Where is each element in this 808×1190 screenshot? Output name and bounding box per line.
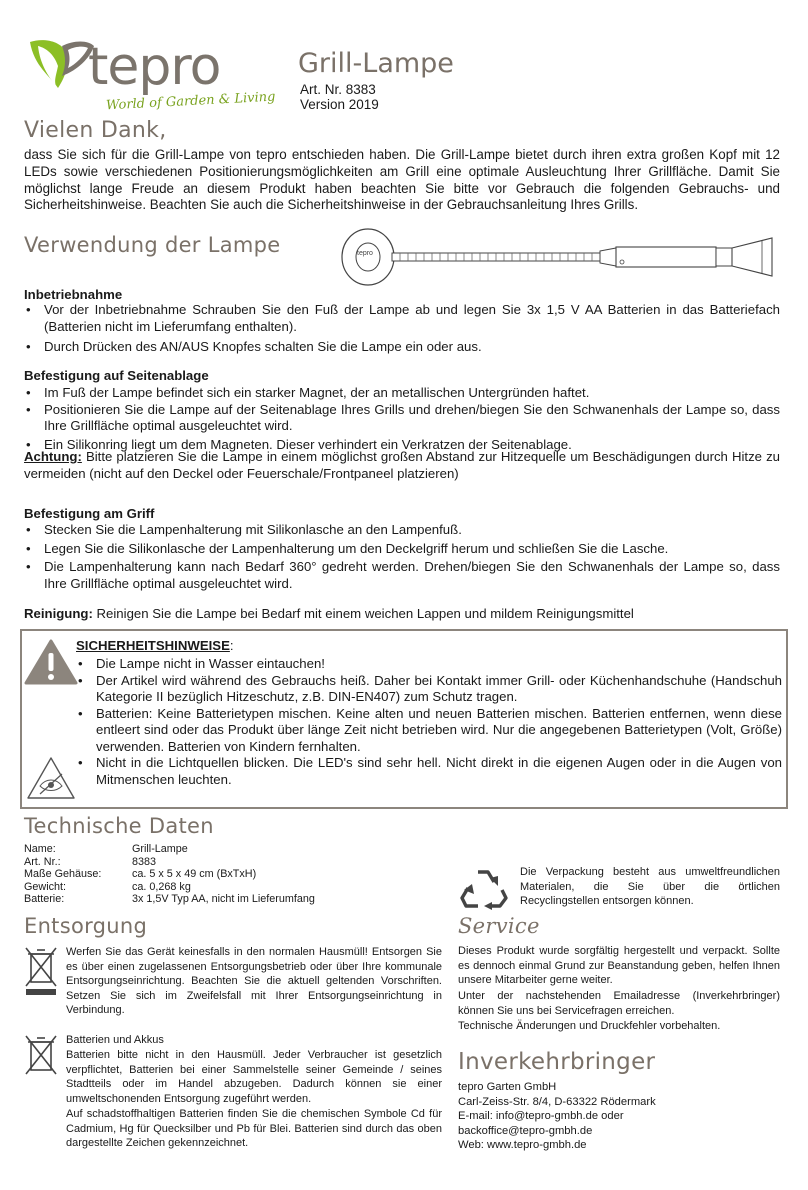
griff-title: Befestigung am Griff bbox=[24, 506, 155, 521]
disposal-heading: Entsorgung bbox=[24, 914, 148, 938]
doc-title: Grill-Lampe bbox=[298, 48, 454, 79]
leaf-logo-icon bbox=[26, 36, 96, 98]
safety-title: SICHERHEITSHINWEISE: bbox=[76, 638, 234, 653]
list-item: • Batterien: Keine Batterietypen mischen. Keine alten und neuen Batterien mischen. Batterien entfernen, wenn diese entleert sind oder das Produkt über länge Zeit nicht betrieben wird. Nur die angegebenen Batterietypen (Volt, Größe) verwenden. Batterien von Kindern fernhalten. bbox=[76, 706, 782, 756]
list-item: • Stecken Sie die Lampenhalterung mit Silikonlasche an den Lampenfuß. bbox=[24, 522, 780, 539]
achtung-note bbox=[24, 449, 780, 482]
list-item: • Ein Silikonring liegt um dem Magneten. Dieser verhindert ein Verkratzen der Seitenablage. bbox=[24, 437, 780, 454]
list-item: • Positionieren Sie die Lampe auf der Seitenablage Ihres Grills und drehen/biegen Sie den Schwanenhals der Lampe so, dass Ihre Grillfläche optimal ausgeleuchtet wird. bbox=[24, 402, 780, 435]
list-item: • Die Lampenhalterung kann nach Bedarf 360° gedreht werden. Drehen/biegen Sie den Schwanenhals der Lampe so, dass Ihre Grillfläche optimal ausgeleuchtet wird. bbox=[24, 559, 780, 592]
brand-name: tepro bbox=[88, 37, 221, 97]
lamp-illustration bbox=[340, 226, 780, 288]
reinigung-note bbox=[24, 606, 780, 621]
tech-table bbox=[24, 843, 315, 906]
safety-box bbox=[20, 629, 788, 809]
safety-list bbox=[76, 656, 782, 788]
article-number: Art. Nr. 8383 bbox=[300, 82, 376, 97]
table-row: Batterie: 3x 1,5V Typ AA, nicht im Lieferumfang bbox=[24, 893, 315, 906]
company-email: E-mail: info@tepro-gmbh.de oder bbox=[458, 1110, 624, 1123]
list-item: • Vor der Inbetriebnahme Schrauben Sie den Fuß der Lampe ab und legen Sie 3x 1,5 V AA Batterien in das Batteriefach (Batterien nicht im Lieferumfang enthalten). bbox=[24, 302, 780, 335]
company-name: tepro Garten GmbH bbox=[458, 1081, 557, 1093]
company-email-2: backoffice@tepro-gmbh.de bbox=[458, 1124, 593, 1137]
disposal-battery-text: Batterien bitte nicht in den Hausmüll. Jeder Verbraucher ist gesetzlich verpflichtet, Batterien bei einer Sammelstelle seiner Gemeinde / seines Stadtteils oder im Handel abzugeben. Dadurch können sie einer umweltschonenden Entsorgung zugeführt werden. bbox=[66, 1049, 442, 1105]
service-text-2: Unter der nachstehenden Emailadresse (Inverkehrbringer) können Sie uns bei Servicefragen erreichen. bbox=[458, 990, 780, 1017]
service-heading: Service bbox=[458, 914, 540, 938]
weee-bin-icon bbox=[24, 946, 58, 996]
list-item: • Im Fuß der Lampe befindet sich ein starker Magnet, der an metallischen Untergründen haftet. bbox=[24, 385, 780, 402]
lamp-base-label: tepro bbox=[357, 250, 373, 257]
reinigung-text: Reinigen Sie die Lampe bei Bedarf mit einem weichen Lappen und mildem Reinigungsmittel bbox=[92, 606, 634, 621]
version: Version 2019 bbox=[300, 97, 379, 112]
brand-tagline: World of Garden & Living bbox=[105, 89, 276, 114]
distributor-heading: Inverkehrbringer bbox=[458, 1049, 656, 1075]
disposal-battery-title: Batterien und Akkus bbox=[66, 1034, 164, 1046]
table-row: Art. Nr.: 8383 bbox=[24, 855, 157, 868]
table-row: Gewicht: ca. 0,268 kg bbox=[24, 880, 191, 893]
intro-text: dass Sie sich für die Grill-Lampe von tepro entschieden haben. Die Grill-Lampe bietet durch ihren extra großen Kopf mit 12 LEDs sowie verschiedenen Positionierungsmöglichkeiten am Grill eine optimale Ausleuchtung Ihrer Grillfläche. Damit Sie möglichst lange Freude an diesem Produkt haben beachten Sie bitte vor Gebrauch die folgenden Gebrauchs- und Sicherheitshinweise. Beachten Sie auch die Sicherheitshinweise in der Gebrauchsanleitung Ihres Grills. bbox=[24, 147, 780, 213]
no-eye-contact-icon bbox=[26, 756, 76, 800]
service-text-1: Dieses Produkt wurde sorgfältig hergestellt und verpackt. Sollte es dennoch einmal Grund zur Beanstandung geben, helfen Ihnen unsere Mitarbeiter gerne weiter. bbox=[458, 945, 780, 987]
inbetriebnahme-list bbox=[24, 302, 780, 356]
list-item: • Der Artikel wird während des Gebrauchs heiß. Daher bei Kontakt immer Grill- oder Küchenhandschuhe (Handschuh Kategorie II bezüglich Hitzeschutz, z.B. DIN-EN407) zum Schutz tragen. bbox=[76, 673, 782, 706]
table-row: Name: Grill-Lampe bbox=[24, 843, 188, 855]
inbetriebnahme-title: Inbetriebnahme bbox=[24, 287, 123, 302]
list-item: • Die Lampe nicht in Wasser eintauchen! bbox=[76, 656, 782, 673]
company-web: Web: www.tepro-gmbh.de bbox=[458, 1139, 587, 1152]
list-item: • Nicht in die Lichtquellen blicken. Die LED's sind sehr hell. Nicht direkt in die eigenen Augen oder in die Augen von Mitmenschen leuchten. bbox=[76, 755, 782, 788]
brand-logo bbox=[26, 36, 276, 118]
recycling-icon bbox=[458, 866, 510, 912]
disposal-battery-text2: Auf schadstoffhaltigen Batterien finden Sie die chemischen Symbole Cd für Cadmium, Hg für Quecksilber und Pb für Blei. Batterien sind durch das oben dargestellte Zeichen gekennzeichnet. bbox=[66, 1108, 442, 1150]
list-item: • Durch Drücken des AN/AUS Knopfes schalten Sie die Lampe ein oder aus. bbox=[24, 339, 780, 356]
disposal-device-text: Werfen Sie das Gerät keinesfalls in den normalen Hausmüll! Entsorgen Sie es über einen zugelassenen Entsorgungsbetrieb oder über Ihre kommunale Entsorgungseinrichtung. Beachten Sie die aktuell geltenden Vorschriften. Setzen Sie sich im Zweifelsfall mit Ihrer Entsorgungseinrichtung in Verbindung. bbox=[66, 946, 442, 1017]
reinigung-label: Reinigung: bbox=[24, 606, 93, 621]
usage-heading: Verwendung der Lampe bbox=[24, 233, 281, 257]
list-item: • Legen Sie die Silikonlasche der Lampenhalterung um den Deckelgriff herum und schließen Sie die Lasche. bbox=[24, 541, 780, 558]
intro-heading: Vielen Dank, bbox=[24, 118, 167, 143]
seitenablage-list bbox=[24, 385, 780, 453]
company-street: Carl-Zeiss-Str. 8/4, D-63322 Rödermark bbox=[458, 1095, 656, 1108]
warning-icon bbox=[24, 639, 78, 685]
battery-bin-icon bbox=[24, 1034, 58, 1078]
distributor-address bbox=[458, 1080, 656, 1153]
service-text-3: Technische Änderungen und Druckfehler vorbehalten. bbox=[458, 1020, 721, 1032]
seitenablage-title: Befestigung auf Seitenablage bbox=[24, 368, 209, 383]
tech-heading: Technische Daten bbox=[24, 814, 214, 838]
griff-list bbox=[24, 522, 780, 592]
achtung-label: Achtung: bbox=[24, 449, 82, 464]
table-row: Maße Gehäuse: ca. 5 x 5 x 49 cm (BxTxH) bbox=[24, 868, 257, 881]
packaging-text: Die Verpackung besteht aus umweltfreundlichen Materialen, die Sie über die örtlichen Recyclingstellen entsorgen können. bbox=[520, 866, 780, 908]
achtung-text: Bitte platzieren Sie die Lampe in einem möglichst großen Abstand zur Hitzequelle um Beschädigungen durch Hitze zu vermeiden (nicht auf den Deckel oder Feuerschale/Frontpaneel platzieren) bbox=[24, 449, 780, 481]
